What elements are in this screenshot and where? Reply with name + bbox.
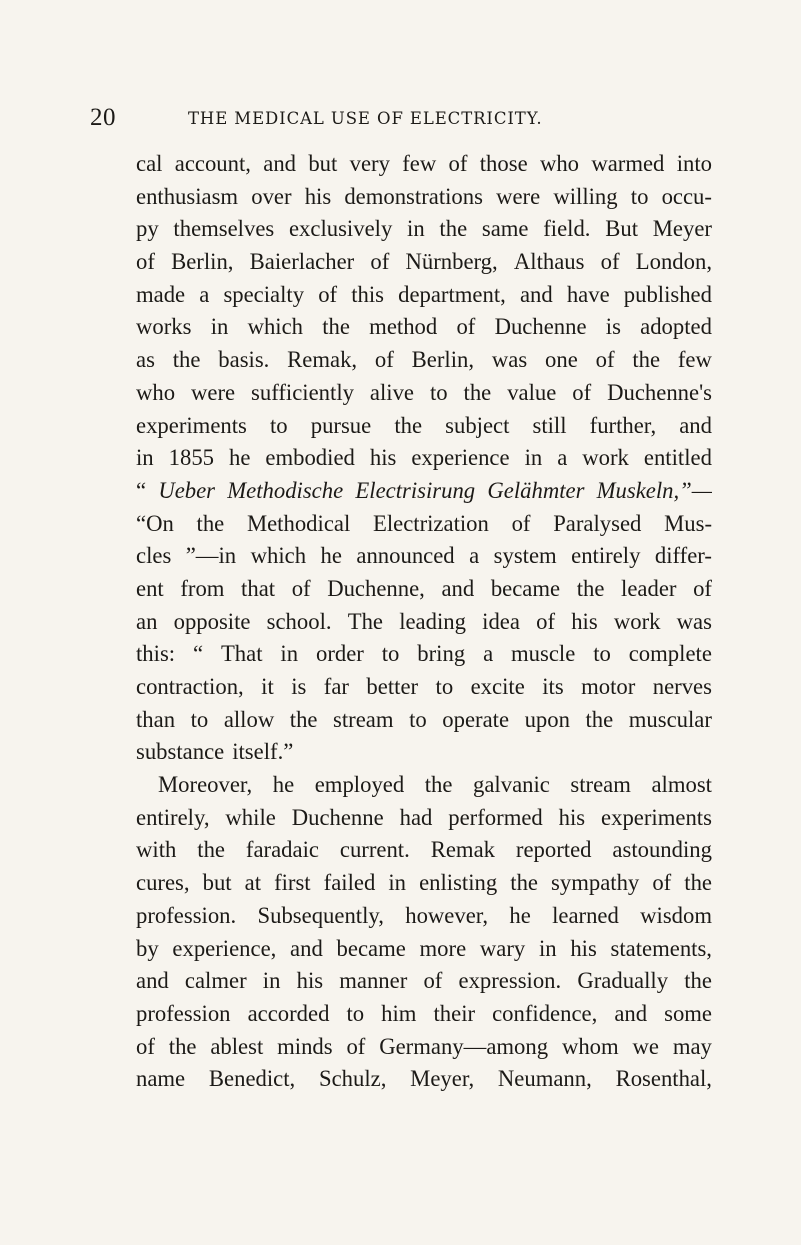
word: of <box>291 575 311 601</box>
word: works <box>136 314 192 340</box>
word: the <box>684 968 712 994</box>
word: while <box>225 804 276 830</box>
word: in <box>136 445 154 471</box>
text-line <box>136 900 712 933</box>
word: was <box>676 608 712 634</box>
word: we <box>632 1033 659 1059</box>
word: to <box>190 706 209 732</box>
word: into <box>676 151 712 176</box>
word: he <box>320 543 342 569</box>
word: but <box>308 151 338 176</box>
word: ablest <box>210 1033 264 1059</box>
word: allow <box>223 706 275 732</box>
text-line <box>136 834 712 867</box>
word: willing <box>553 183 618 209</box>
word: Methodische <box>227 477 344 503</box>
word: Paralysed <box>553 510 642 536</box>
word: to <box>630 183 649 209</box>
word: Duchenne's <box>607 379 712 405</box>
word: Neumann, <box>497 1066 592 1092</box>
word: Mus- <box>664 510 712 536</box>
word: stream <box>333 706 394 732</box>
word: py <box>136 216 159 242</box>
word: demonstrations <box>344 183 483 209</box>
word: employed <box>314 772 405 798</box>
word: expression. <box>458 968 562 994</box>
word: an <box>136 608 158 634</box>
word: Benedict, <box>208 1066 296 1092</box>
word: a <box>469 543 480 569</box>
word: in <box>538 935 557 961</box>
word: But <box>605 216 638 242</box>
text-line <box>136 475 712 508</box>
word: to <box>409 706 427 732</box>
word: basis. <box>218 347 270 373</box>
word: of <box>693 575 712 601</box>
word: profession <box>136 1000 231 1026</box>
word: their <box>433 1000 476 1026</box>
word: as <box>136 347 155 373</box>
text-line <box>136 246 712 279</box>
word: cal <box>136 151 163 176</box>
word: sufficiently <box>251 379 354 405</box>
word: astounding <box>612 837 712 863</box>
word: to <box>381 641 400 667</box>
word: “ <box>192 641 204 667</box>
word: his <box>304 183 332 209</box>
word: 1855 <box>168 445 215 471</box>
word: accorded <box>247 1000 330 1026</box>
word: department, <box>398 281 506 307</box>
word: of <box>374 347 394 373</box>
word: of <box>448 151 468 176</box>
word: Germany—among <box>379 1033 549 1059</box>
word: the <box>585 706 614 732</box>
word: Gradually <box>577 968 669 994</box>
word: and <box>679 412 712 438</box>
word: Schulz, <box>318 1066 387 1092</box>
word: current. <box>339 837 410 863</box>
word: and <box>290 935 323 961</box>
word: warmed <box>591 151 665 176</box>
word: were <box>496 183 541 209</box>
word: nerves <box>652 674 712 699</box>
page-header <box>90 101 730 135</box>
word: however, <box>405 902 489 928</box>
word: idea <box>482 608 520 634</box>
word: the <box>684 870 712 896</box>
word: Althaus <box>513 249 585 275</box>
word: subject <box>445 412 510 438</box>
word: may <box>672 1033 712 1059</box>
text-line <box>136 540 712 573</box>
word: bring <box>417 641 466 667</box>
word: the <box>322 314 350 340</box>
word: school. <box>266 608 332 634</box>
word: enlisting <box>419 870 498 896</box>
body-text <box>136 148 712 1096</box>
word: ent <box>136 575 164 601</box>
word: very <box>349 151 390 176</box>
word: published <box>623 281 712 307</box>
word: Gelähmter <box>487 477 585 503</box>
word: at <box>244 870 262 896</box>
text-line <box>136 736 712 769</box>
word: the <box>463 379 492 405</box>
word: whom <box>561 1033 619 1059</box>
word: ”—in <box>185 543 237 569</box>
word: a <box>199 281 210 307</box>
word: made <box>136 281 186 307</box>
word: than <box>136 706 176 732</box>
word: substance <box>136 739 225 765</box>
text-line <box>136 704 712 737</box>
word: Methodical <box>246 510 351 536</box>
word: leader <box>621 575 677 601</box>
word: over <box>251 183 292 209</box>
word: his <box>369 445 397 471</box>
word: the <box>439 216 468 242</box>
text-line <box>136 344 712 377</box>
word: name <box>136 1066 186 1092</box>
word: the <box>632 347 661 373</box>
word: statements, <box>610 935 712 961</box>
word: is <box>291 674 307 699</box>
word: the <box>168 1033 197 1059</box>
word: were <box>191 379 236 405</box>
word: itself.” <box>232 739 294 765</box>
word: Electrization <box>372 510 489 536</box>
text-line <box>136 181 712 214</box>
word: Meyer, <box>410 1066 475 1092</box>
text-line <box>136 442 712 475</box>
word: contraction, <box>136 674 244 699</box>
word: announced <box>356 543 455 569</box>
word: stream <box>570 772 631 798</box>
word: this <box>351 281 384 307</box>
word: method <box>369 314 438 340</box>
word: upon <box>524 706 570 732</box>
word: of <box>572 379 592 405</box>
word: to <box>269 412 288 438</box>
word: Ueber <box>158 477 216 503</box>
word: of <box>511 510 531 536</box>
word: the <box>394 412 423 438</box>
word: learned <box>552 902 619 928</box>
text-line <box>136 606 712 639</box>
word: reported <box>515 837 592 863</box>
word: “ <box>136 477 147 503</box>
word: faradaic <box>245 837 319 863</box>
word: themselves <box>173 216 275 242</box>
word: who <box>539 151 580 176</box>
word: to <box>429 379 448 405</box>
word: experience, <box>172 935 277 961</box>
word: better <box>366 674 419 699</box>
word: adopted <box>640 314 712 340</box>
word: sympathy <box>551 870 640 896</box>
word: that <box>241 575 276 601</box>
word: same <box>481 216 529 242</box>
word: entitled <box>643 445 712 471</box>
word: of <box>456 314 476 340</box>
word: of <box>370 249 390 275</box>
word: its <box>542 674 564 699</box>
text-line <box>136 148 712 181</box>
word: Electrisirung <box>355 477 476 503</box>
word: far <box>323 674 349 699</box>
page-number: 20 <box>90 104 116 131</box>
text-line <box>136 311 712 344</box>
word: have <box>566 281 610 307</box>
text-line <box>136 1063 712 1096</box>
word: galvanic <box>473 772 550 798</box>
word: in <box>280 641 299 667</box>
word: in <box>407 216 425 242</box>
text-line <box>136 573 712 606</box>
word: and <box>614 1000 648 1026</box>
word: wisdom <box>640 902 712 928</box>
word: calmer <box>184 968 247 994</box>
word: the <box>289 706 318 732</box>
word: Muskeln,”— <box>596 477 712 503</box>
text-line <box>136 671 712 704</box>
word: and <box>441 575 475 601</box>
running-head: THE MEDICAL USE OF ELECTRICITY. <box>188 108 543 128</box>
word: motor <box>581 674 636 699</box>
word: Baierlacher <box>249 249 355 275</box>
word: occu- <box>661 183 712 209</box>
word: order <box>315 641 364 667</box>
text-line <box>136 1031 712 1064</box>
text-line <box>136 638 712 671</box>
word: the <box>196 510 225 536</box>
word: some <box>664 1000 712 1026</box>
word: cles <box>136 543 172 569</box>
word: of <box>536 608 556 634</box>
text-line <box>136 802 712 835</box>
word: leading <box>399 608 466 634</box>
word: Rosenthal, <box>615 1066 712 1092</box>
word: to <box>435 674 454 699</box>
text-line <box>136 965 712 998</box>
word: “On <box>136 510 174 536</box>
word: Remak <box>430 837 495 863</box>
word: had <box>399 804 433 830</box>
word: which <box>247 314 304 340</box>
word: experience <box>411 445 510 471</box>
word: first <box>274 870 311 896</box>
word: Berlin, <box>411 347 475 373</box>
word: the <box>172 347 201 373</box>
word: of <box>136 249 155 275</box>
word: by <box>136 935 159 961</box>
word: Meyer <box>652 216 712 242</box>
word: of <box>595 347 615 373</box>
word: Subsequently, <box>257 902 384 928</box>
word: Nürnberg, <box>405 249 498 275</box>
word: entirely <box>571 543 641 569</box>
text-line <box>136 508 712 541</box>
word: Remak, <box>287 347 358 373</box>
word: he <box>229 445 251 471</box>
word: enthusiasm <box>136 183 239 209</box>
word: work <box>613 608 661 634</box>
word: became <box>336 935 406 961</box>
word: and <box>136 968 169 994</box>
word: of <box>423 968 443 994</box>
text-line <box>136 998 712 1031</box>
word: the <box>424 772 453 798</box>
word: operate <box>442 706 510 732</box>
word: few <box>402 151 437 176</box>
word: wary <box>479 935 526 961</box>
word: he <box>272 772 295 798</box>
word: those <box>479 151 528 176</box>
word: differ- <box>654 543 712 569</box>
word: with <box>136 837 177 863</box>
word: alive <box>369 379 414 405</box>
word: The <box>347 608 384 634</box>
text-line <box>136 279 712 312</box>
text-line <box>136 867 712 900</box>
word: became <box>490 575 561 601</box>
word: is <box>605 314 621 340</box>
word: him <box>381 1000 417 1026</box>
word: of <box>136 1033 155 1059</box>
word: further, <box>589 412 657 438</box>
word: entirely, <box>136 804 210 830</box>
word: more <box>419 935 467 961</box>
word: Duchenne, <box>327 575 425 601</box>
word: excite <box>470 674 525 699</box>
word: and <box>519 281 553 307</box>
word: Moreover, <box>158 772 253 798</box>
word: was <box>491 347 528 373</box>
word: specialty <box>223 281 305 307</box>
word: profession. <box>136 902 237 928</box>
word: which <box>250 543 307 569</box>
word: pursue <box>310 412 372 438</box>
word: few <box>677 347 712 373</box>
text-line <box>136 410 712 443</box>
word: a <box>483 641 494 667</box>
word: he <box>509 902 531 928</box>
word: from <box>180 575 225 601</box>
word: in <box>388 870 407 896</box>
word: muscular <box>628 706 712 732</box>
word: one <box>545 347 578 373</box>
word: of <box>652 870 672 896</box>
word: this: <box>136 641 176 667</box>
word: it <box>261 674 274 699</box>
word: manner <box>339 968 408 994</box>
word: but <box>202 870 232 896</box>
word: of <box>318 281 338 307</box>
word: That <box>220 641 263 667</box>
word: and <box>263 151 297 176</box>
word: Duchenne <box>291 804 384 830</box>
word: in <box>524 445 543 471</box>
word: his <box>570 935 597 961</box>
word: Berlin, <box>171 249 234 275</box>
word: exclusively <box>288 216 393 242</box>
word: experiments <box>136 412 247 438</box>
word: embodied <box>265 445 355 471</box>
word: of <box>346 1033 366 1059</box>
word: in <box>210 314 229 340</box>
word: his <box>558 804 586 830</box>
word: opposite <box>173 608 251 634</box>
word: field. <box>543 216 591 242</box>
word: a <box>557 445 568 471</box>
word: the <box>510 870 538 896</box>
word: of <box>600 249 620 275</box>
text-line <box>136 769 712 802</box>
word: cures, <box>136 870 190 896</box>
word: experiments <box>601 804 712 830</box>
word: the <box>576 575 605 601</box>
word: Duchenne <box>494 314 587 340</box>
word: performed <box>448 804 543 830</box>
word: his <box>571 608 598 634</box>
word: still <box>532 412 567 438</box>
word: almost <box>651 772 712 798</box>
word: minds <box>277 1033 333 1059</box>
word: work <box>582 445 629 471</box>
word: account, <box>174 151 251 176</box>
text-line <box>136 933 712 966</box>
word: to <box>346 1000 365 1026</box>
word: the <box>197 837 225 863</box>
word: in <box>262 968 281 994</box>
word: London, <box>635 249 712 275</box>
text-line <box>136 213 712 246</box>
word: who <box>136 379 176 405</box>
word: his <box>296 968 324 994</box>
word: system <box>493 543 557 569</box>
word: to <box>593 641 611 667</box>
word: muscle <box>511 641 576 667</box>
word: failed <box>323 870 376 896</box>
word: confidence, <box>492 1000 598 1026</box>
text-line <box>136 377 712 410</box>
word: complete <box>628 641 712 667</box>
word: value <box>507 379 557 405</box>
